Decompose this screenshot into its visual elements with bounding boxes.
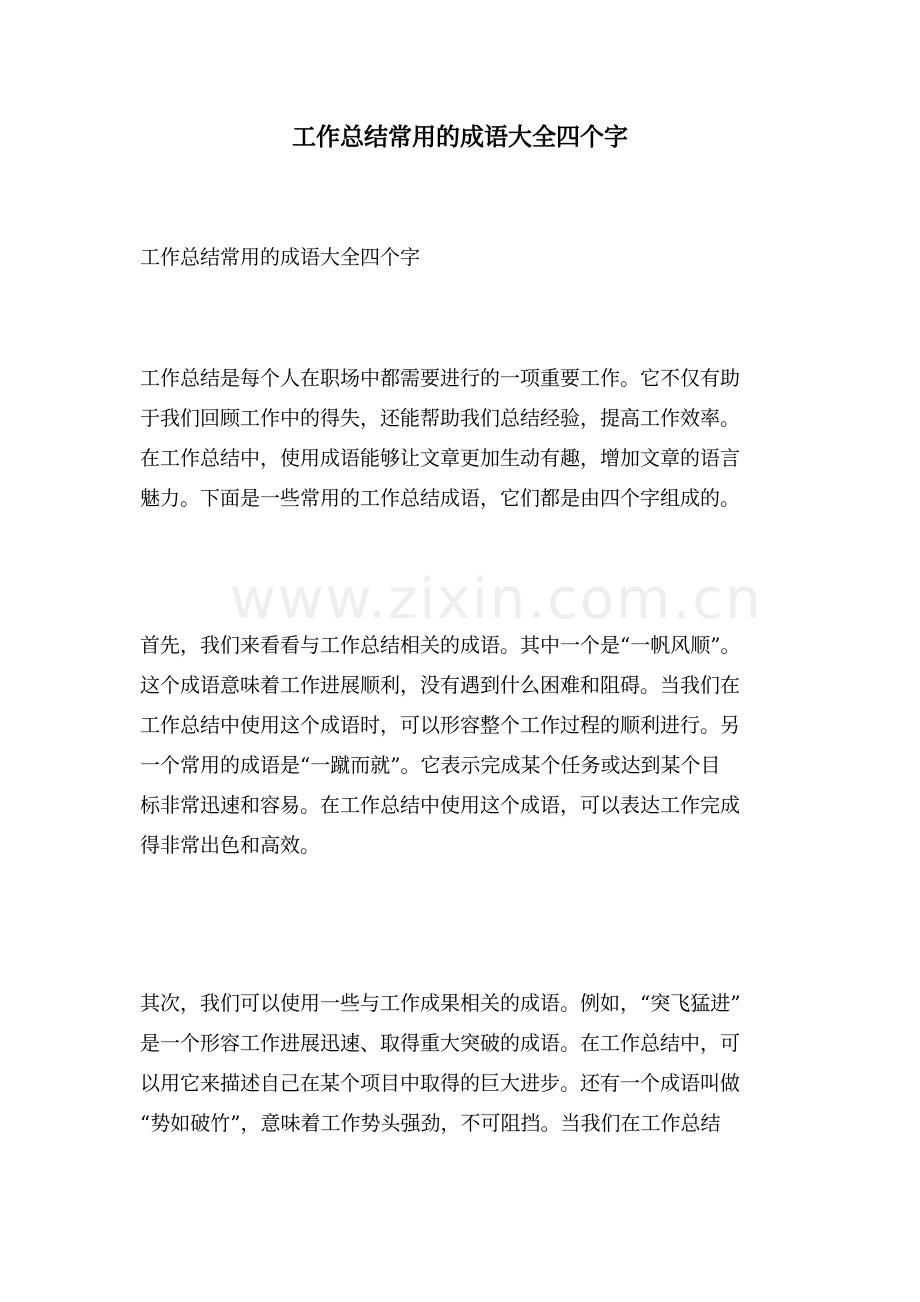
- document-subtitle: 工作总结常用的成语大全四个字: [140, 245, 420, 269]
- document-title: 工作总结常用的成语大全四个字: [292, 122, 628, 151]
- paragraph-line: 这个成语意味着工作进展顺利，没有遇到什么困难和阻碍。当我们在: [140, 673, 740, 697]
- paragraph-line: 其次，我们可以使用一些与工作成果相关的成语。例如，“突飞猛进”: [140, 991, 741, 1015]
- paragraph-line: 工作总结是每个人在职场中都需要进行的一项重要工作。它不仅有助: [140, 366, 740, 390]
- paragraph-intro: [140, 358, 800, 518]
- paragraph-line: “势如破竹”，意味着工作势头强劲，不可阻挡。当我们在工作总结: [140, 1111, 721, 1135]
- paragraph-line: 首先，我们来看看与工作总结相关的成语。其中一个是“一帆风顺”。: [140, 633, 741, 657]
- paragraph-line: 一个常用的成语是“一蹴而就”。它表示完成某个任务或达到某个目: [140, 753, 721, 777]
- paragraph-line: 得非常出色和高效。: [140, 833, 320, 857]
- paragraph-line: 以用它来描述自己在某个项目中取得的巨大进步。还有一个成语叫做: [140, 1071, 740, 1095]
- paragraph-first: [140, 625, 800, 865]
- paragraph-line: 魅力。下面是一些常用的工作总结成语，它们都是由四个字组成的。: [140, 486, 740, 510]
- paragraph-line: 标非常迅速和容易。在工作总结中使用这个成语，可以表达工作完成: [140, 793, 740, 817]
- paragraph-line: 于我们回顾工作中的得失，还能帮助我们总结经验，提高工作效率。: [140, 406, 740, 430]
- watermark: www.zixin.com.cn: [230, 567, 763, 632]
- paragraph-line: 是一个形容工作进展迅速、取得重大突破的成语。在工作总结中，可: [140, 1031, 740, 1055]
- paragraph-second: [140, 983, 800, 1143]
- paragraph-line: 在工作总结中，使用成语能够让文章更加生动有趣，增加文章的语言: [140, 446, 740, 470]
- paragraph-line: 工作总结中使用这个成语时，可以形容整个工作过程的顺利进行。另: [140, 713, 740, 737]
